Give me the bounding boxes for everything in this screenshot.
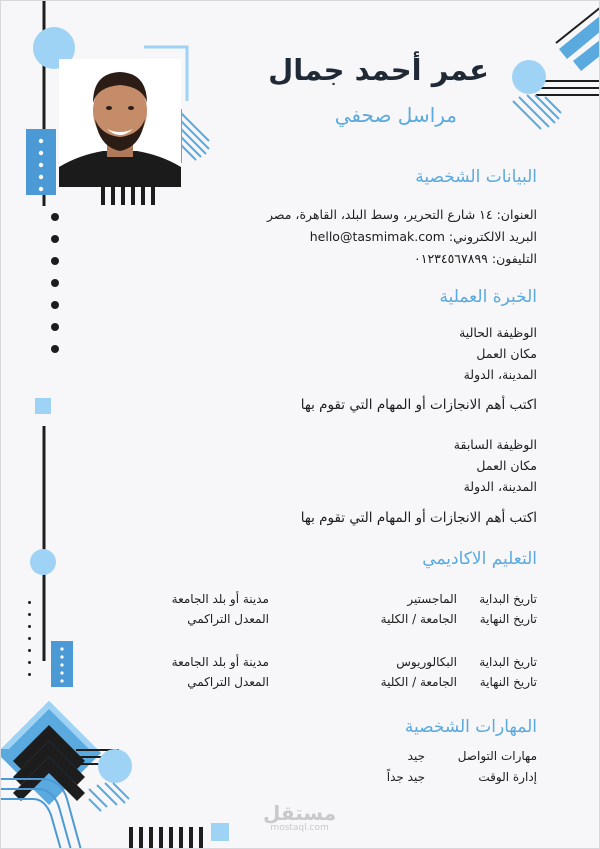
skill-level: جيد جداً bbox=[386, 770, 425, 784]
watermark-domain: mostaql.com bbox=[270, 823, 329, 833]
job-location: المدينة، الدولة bbox=[463, 367, 537, 382]
address-label: العنوان: bbox=[496, 207, 537, 222]
edu-gpa: المعدل التراكمي bbox=[187, 612, 269, 626]
address-value: ١٤ شارع التحرير، وسط البلد، القاهرة، مصر bbox=[267, 207, 493, 222]
job-title: مراسل صحفي bbox=[334, 103, 457, 127]
decor-dot bbox=[51, 323, 59, 331]
job-description: اكتب أهم الانجازات أو المهام التي تقوم بها bbox=[300, 397, 537, 413]
job-location: المدينة، الدولة bbox=[463, 479, 537, 494]
decor-dot bbox=[51, 301, 59, 309]
job-position: الوظيفة الحالية bbox=[459, 325, 537, 340]
watermark-brand: مستقل bbox=[263, 801, 337, 825]
edu-gpa: المعدل التراكمي bbox=[187, 675, 269, 689]
job-place: مكان العمل bbox=[476, 346, 537, 361]
edu-city: مدينة أو بلد الجامعة bbox=[171, 592, 269, 606]
skill-level: جيد bbox=[407, 749, 425, 763]
decor-dot bbox=[51, 345, 59, 353]
address-line bbox=[267, 207, 537, 222]
job-place: مكان العمل bbox=[476, 458, 537, 473]
section-heading-education: التعليم الاكاديمي bbox=[422, 549, 537, 569]
decor-dot bbox=[51, 235, 59, 243]
edu-school: الجامعة / الكلية bbox=[380, 675, 457, 689]
edu-city: مدينة أو بلد الجامعة bbox=[171, 655, 269, 669]
decor-small-dot bbox=[28, 649, 31, 652]
email-line bbox=[310, 229, 537, 244]
decor-dot bbox=[51, 213, 59, 221]
watermark-logo bbox=[263, 801, 336, 833]
decor-small-dot bbox=[28, 673, 31, 676]
skill-name: إدارة الوقت bbox=[478, 770, 537, 784]
phone-label: التليفون: bbox=[491, 251, 537, 266]
decor-dot bbox=[51, 279, 59, 287]
edu-end: تاريخ النهاية bbox=[479, 612, 537, 626]
edu-end: تاريخ النهاية bbox=[479, 675, 537, 689]
edu-start: تاريخ البداية bbox=[479, 655, 537, 669]
section-heading-skills: المهارات الشخصية bbox=[404, 717, 537, 737]
decor-small-dot bbox=[28, 613, 31, 616]
decor-dot bbox=[51, 257, 59, 265]
edu-start: تاريخ البداية bbox=[479, 592, 537, 606]
candidate-name: عمر أحمد جمال bbox=[268, 53, 489, 87]
phone-value: ٠١٢٣٤٥٦٧٨٩٩ bbox=[414, 251, 488, 266]
profile-photo bbox=[59, 59, 181, 187]
job-description: اكتب أهم الانجازات أو المهام التي تقوم بها bbox=[300, 510, 537, 526]
edu-degree: الماجستير bbox=[407, 592, 457, 606]
phone-line bbox=[414, 251, 537, 266]
decor-small-dot bbox=[28, 625, 31, 628]
edu-school: الجامعة / الكلية bbox=[380, 612, 457, 626]
email-value[interactable]: hello@tasmimak.com bbox=[309, 229, 445, 244]
email-label: البريد الالكتروني: bbox=[448, 229, 537, 244]
decor-small-dot bbox=[28, 661, 31, 664]
skill-name: مهارات التواصل bbox=[457, 749, 537, 763]
section-heading-personal: البيانات الشخصية bbox=[415, 167, 537, 187]
decor-small-dot bbox=[28, 637, 31, 640]
job-position: الوظيفة السابقة bbox=[453, 437, 537, 452]
person-portrait-icon bbox=[59, 59, 181, 187]
decor-small-dot bbox=[28, 601, 31, 604]
edu-degree: البكالوريوس bbox=[396, 655, 457, 669]
section-heading-experience: الخبرة العملية bbox=[439, 287, 537, 307]
